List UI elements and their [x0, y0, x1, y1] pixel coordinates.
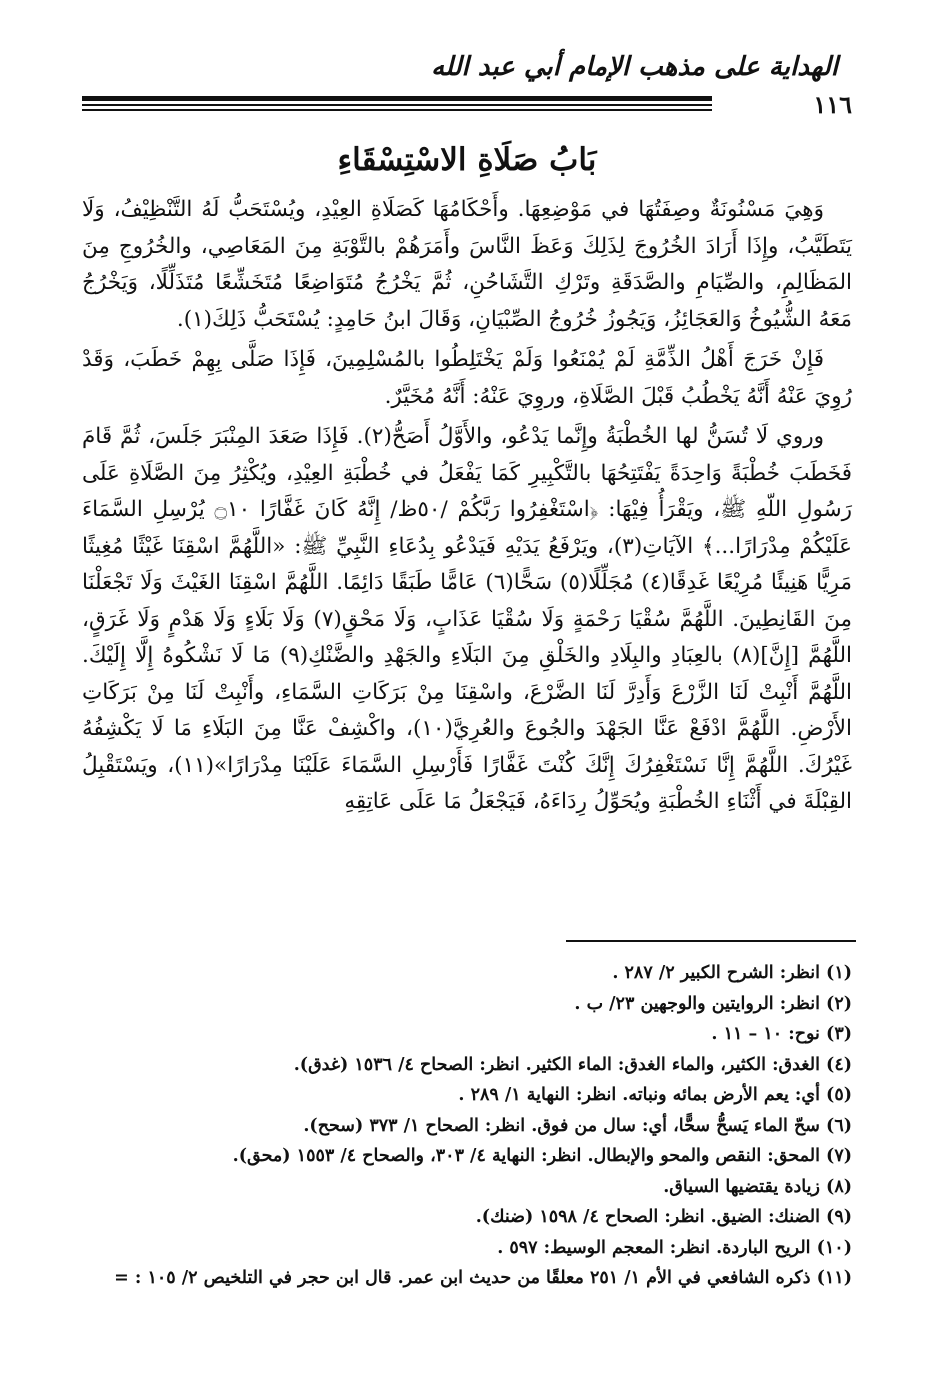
paragraph: وَهِيَ مَسْنُونَةٌ وصِفَتُهَا في مَوْضِعِهَا. وأَحْكَامُهَا كَصَلَاةِ العِيْدِ، ويُسْتَحَبُّ لَهُ التَّنْظِيْفُ، وَلَا يَتَطَيَّبُ، وإِذَا أَرَادَ الخُرُوجَ لِذَلِكَ وَعَظَ النَّاسَ وأَمَرَهُمْ بالتَّوْبَةِ مِنَ المَعَاصِي، والخُرُوجِ مِنَ المَظَالِمِ، والصِّيَامِ والصَّدَقَةِ وتَرْكِ التَّشَاحُنِ، ثُمَّ يَخْرُجُ مُتَوَاضِعًا مُتَخَشِّعًا مُتَذَلِّلًا، وَيَخْرُجُ مَعَهُ الشُّيُوخُ وَالعَجَائِزُ، وَيَجُوزُ خُرُوجُ الصِّبْيَانِ، وَقَالَ ابنُ حَامِدٍ: يُسْتَحَبُّ ذَلِكَ(١). [82, 197, 852, 332]
footnote: (٥) أي: يعم الأرض بمائه ونباته. انظر: النهاية ١/ ٢٨٩ . [458, 1085, 852, 1105]
page-number: ١١٦ [807, 90, 852, 119]
footnote: (٢) انظر: الروايتين والوجهين ٢٣/ ب . [574, 993, 852, 1014]
header-rule-thick [82, 96, 712, 101]
footnote: (٣) نوح: ١٠ – ١١ . [711, 1024, 852, 1044]
footnote: (٩) الضنك: الضيق. انظر: الصحاح ٤/ ١٥٩٨ (ضنك). [475, 1207, 852, 1227]
footnote: (٨) زيادة يقتضيها السياق. [663, 1176, 852, 1197]
paragraph: فَإِنْ خَرَجَ أَهْلُ الذِّمَّةِ لَمْ يُمْنَعُوا وَلَمْ يَخْتَلِطُوا بالمُسْلِمِينَ، فَإِذَا صَلَّى بِهِمْ خَطَبَ، وَقَدْ رُوِيَ عَنْهُ أَنَّهُ يَخْطُبُ قَبْلَ الصَّلَاةِ، وروِيَ عَنْهُ: أَنَّهُ مُخَيَّرٌ. [82, 347, 852, 409]
footnote: (٤) الغدق: الكثير، والماء الغدق: الماء الكثير. انظر: الصحاح ٤/ ١٥٣٦ (غدق). [293, 1054, 852, 1075]
footnote: (١٠) الريح الباردة. انظر: المعجم الوسيط: ٥٩٧ . [497, 1237, 852, 1258]
chapter-title: بَابُ صَلَاةِ الاسْتِسْقَاءِ [337, 142, 597, 178]
header-rule-thin [82, 104, 712, 106]
footnotes-list [82, 958, 852, 1294]
footnote: (١١) ذكره الشافعي في الأم ١/ ٢٥١ معلقًا من حديث ابن عمر. قال ابن حجر في التلخيص ٢/ ١٠٥ : = [114, 1268, 852, 1288]
footnote: (٦) سحّ الماء يَسحُّ سحًّا، أي: سال من فوق. انظر: الصحاح ١/ ٣٧٣ (سحح). [303, 1115, 852, 1136]
main-text [82, 192, 852, 821]
paragraph: وروي لَا تُسَنُّ لها الخُطْبَةُ وإِنَّما يَدْعُو، والأَوَّلُ أَصَحُّ(٢). فَإِذَا صَعَدَ المِنْبَرَ جَلَسَ، ثُمَّ قَامَ فَخَطَبَ خُطْبَةً وَاحِدَةً يَفْتَتِحُهَا بالتَّكْبِيرِ كَمَا يَفْعَلُ في خُطْبَةِ العِيْدِ، ويُكْثِرُ مِنَ الصَّلَاةِ عَلَى رَسُولِ اللّهِ ﷺ، ويَقْرَأُ فِيْهَا: ﴿اسْتَغْفِرُوا رَبَّكُمْ /٥٠ظ/ إِنَّهُ كَانَ غَفَّارًا ۝١٠ يُرْسِلِ السَّمَاءَ عَلَيْكُمْ مِدْرَارًا...﴾ الآيَاتِ(٣)، ويَرْفَعُ يَدَيْهِ فَيَدْعُو بِدُعَاءِ النَّبِيِّ ﷺ: «اللَّهُمَّ اسْقِنَا غَيْثًا مُغِيثًا مَرِيًّا هَنِيئًا مُرِيْعًا غَدِقًا(٤) مُجَلِّلًا(٥) سَحًّا(٦) عَامًّا طَبَقًا دَائِمًا. اللَّهُمَّ اسْقِنَا الغَيْثَ وَلَا تَجْعَلْنَا مِنَ القَانِطِينَ. اللَّهُمَّ سُقْيَا رَحْمَةٍ وَلَا سُقْيَا عَذَابٍ، وَلَا مَحْقٍ(٧) وَلَا بَلَاءٍ وَلَا هَدْمٍ وَلَا غَرَقٍ، اللَّهُمَّ [إِنَّ](٨) بالعِبَادِ والبِلَادِ والخَلْقِ مِنَ البَلَاءِ والجَهْدِ والضَّنْكِ(٩) مَا لَا نَشْكُوهُ إِلَّا إِلَيْكَ. اللَّهُمَّ أَنْبِتْ لَنَا الزَّرْعَ وَأَدِرَّ لَنَا الضَّرْعَ، واسْقِنَا مِنْ بَرَكَاتِ السَّمَاءِ، وأَنْبِتْ لَنَا مِنْ بَرَكَاتِ الأَرْضِ. اللَّهُمَّ ادْفَعْ عَنَّا الجَهْدَ والجُوعَ والعُرِيَّ(١٠)، واكْشِفْ عَنَّا مِنَ البَلَاءِ مَا لَا يَكْشِفُهُ غَيْرُكَ. اللَّهُمَّ إِنَّا نَسْتَغْفِرُكَ إِنَّكَ كُنْتَ غَفَّارًا فَأَرْسِلِ السَّمَاءَ عَلَيْنَا مِدْرَارًا»(١١)، ويَسْتَقْبِلُ القِبْلَةَ في أَثْنَاءِ الخُطْبَةِ ويُحَوِّلُ رِدَاءَهُ، فَيَجْعَلُ مَا عَلَى عَاتِقِهِ [82, 424, 853, 814]
header-rule-thin [82, 109, 712, 111]
footnote: (١) انظر: الشرح الكبير ٢/ ٢٨٧ . [612, 963, 852, 983]
header-rule [82, 90, 852, 119]
footnote: (٧) المحق: النقص والمحو والإبطال. انظر: النهاية ٤/ ٣٠٣، والصحاح ٤/ ١٥٥٣ (محق). [232, 1146, 852, 1166]
running-title: الهداية على مذهب الإمام أبي عبد الله [431, 52, 838, 82]
footnote-separator [566, 940, 856, 942]
